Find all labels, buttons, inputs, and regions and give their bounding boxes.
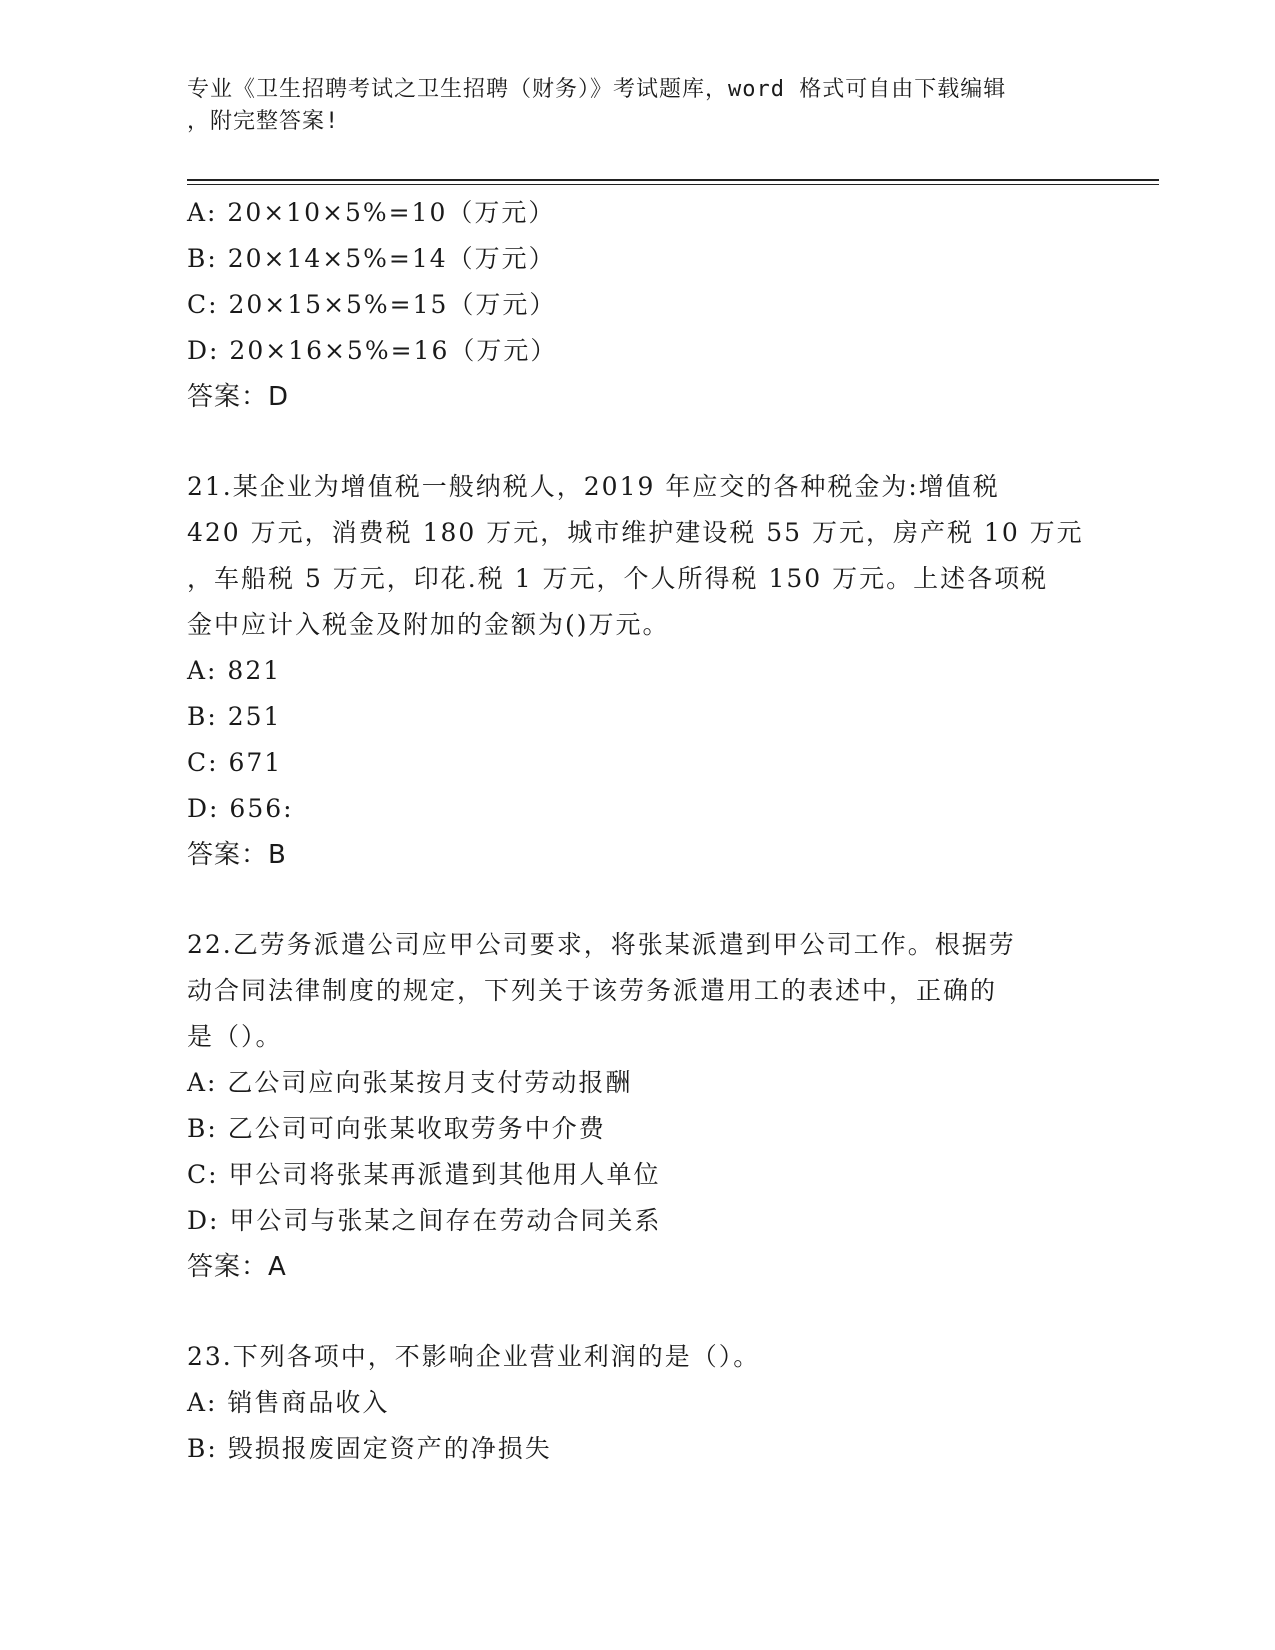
question-line: 420 万元，消费税 180 万元，城市维护建设税 55 万元，房产税 10 万元 bbox=[187, 518, 1084, 547]
header-line-1: 专业《卫生招聘考试之卫生招聘（财务）》考试题库，word 格式可自由下载编辑 bbox=[187, 77, 1007, 102]
question-line: 动合同法律制度的规定，下列关于该劳务派遣用工的表述中，正确的 bbox=[187, 976, 998, 1005]
option-b: B: 20×14×5%=14（万元） bbox=[187, 244, 556, 273]
answer-line: 答案：B bbox=[187, 840, 287, 870]
question-line: 21.某企业为增值税一般纳税人，2019 年应交的各种税金为:增值税 bbox=[187, 472, 1000, 501]
header-line-2: ，附完整答案! bbox=[187, 109, 340, 134]
option-d: D: 656: bbox=[187, 794, 294, 823]
question-line: 金中应计入税金及附加的金额为()万元。 bbox=[187, 610, 670, 639]
option-a: A: 20×10×5%=10（万元） bbox=[187, 198, 556, 227]
question-line: ，车船税 5 万元，印花.税 1 万元，个人所得税 150 万元。上述各项税 bbox=[187, 564, 1049, 593]
question-21 bbox=[187, 464, 1087, 878]
option-c: C: 甲公司将张某再派遣到其他用人单位 bbox=[187, 1160, 661, 1189]
option-d: D: 甲公司与张某之间存在劳动合同关系 bbox=[187, 1206, 662, 1235]
question-line: 22.乙劳务派遣公司应甲公司要求，将张某派遣到甲公司工作。根据劳 bbox=[187, 930, 1016, 959]
option-b: B: 毁损报废固定资产的净损失 bbox=[187, 1434, 552, 1463]
question-line: 23.下列各项中，不影响企业营业利润的是（）。 bbox=[187, 1342, 761, 1371]
option-b: B: 251 bbox=[187, 702, 282, 731]
option-a: A: 乙公司应向张某按月支付劳动报酬 bbox=[187, 1068, 633, 1097]
question-content bbox=[187, 190, 1087, 1472]
option-c: C: 671 bbox=[187, 748, 283, 777]
question-text bbox=[187, 922, 1087, 1060]
question-text bbox=[187, 1334, 1087, 1380]
prev-question bbox=[187, 190, 1087, 420]
option-a: A: 销售商品收入 bbox=[187, 1388, 390, 1417]
option-c: C: 20×15×5%=15（万元） bbox=[187, 290, 557, 319]
header-divider-thin bbox=[187, 184, 1159, 185]
document-header bbox=[187, 74, 1087, 138]
answer-line: 答案：D bbox=[187, 382, 290, 412]
option-d: D: 20×16×5%=16（万元） bbox=[187, 336, 558, 365]
question-text bbox=[187, 464, 1087, 648]
option-b: B: 乙公司可向张某收取劳务中介费 bbox=[187, 1114, 606, 1143]
question-22 bbox=[187, 922, 1087, 1290]
question-23 bbox=[187, 1334, 1087, 1472]
header-divider bbox=[187, 179, 1159, 181]
answer-line: 答案：A bbox=[187, 1252, 287, 1282]
question-line: 是（）。 bbox=[187, 1022, 283, 1051]
option-a: A: 821 bbox=[187, 656, 282, 685]
